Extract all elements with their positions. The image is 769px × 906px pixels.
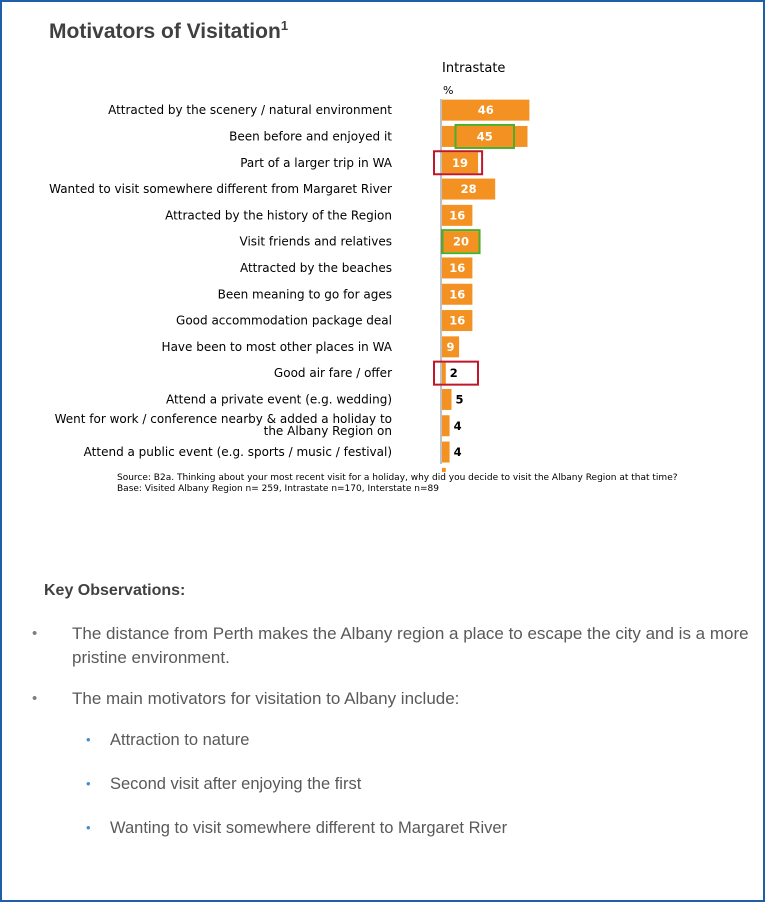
- bullet-icon: •: [32, 690, 38, 707]
- value-label: 46: [477, 103, 494, 118]
- observation-item: [32, 622, 752, 670]
- value-label: 4: [453, 445, 462, 460]
- value-label: 2: [449, 366, 458, 381]
- category-label: Good accommodation package deal: [176, 313, 392, 328]
- category-label: Attracted by the beaches: [239, 260, 392, 275]
- category-label: Wanted to visit somewhere different from Margaret River: [49, 182, 392, 197]
- category-label: Attracted by the scenery / natural environment: [108, 103, 392, 118]
- observations-heading: Key Observations:: [44, 582, 186, 599]
- bar: [442, 468, 446, 472]
- motivator-item: [32, 816, 752, 840]
- category-label: [207, 471, 392, 472]
- series-header: Intrastate: [442, 61, 506, 76]
- category-label: Went for work / conference nearby & added a holiday to the Albany Region on: [54, 411, 392, 438]
- category-label: Attend a public event (e.g. sports / music / festival): [83, 445, 392, 460]
- value-label: 16: [449, 313, 466, 328]
- slide-title-text: Motivators of Visitation: [49, 20, 281, 43]
- value-label: 28: [460, 182, 477, 197]
- bar: [442, 363, 446, 384]
- value-label: 16: [449, 260, 466, 275]
- bullet-icon: •: [86, 732, 91, 747]
- category-label: Good air fare / offer: [273, 366, 392, 381]
- category-label: Part of a larger trip in WA: [240, 155, 392, 170]
- motivator-item: [32, 728, 752, 752]
- motivator-text: Attraction to nature: [110, 731, 250, 749]
- motivator-text: Second visit after enjoying the first: [110, 775, 362, 793]
- value-label: 9: [446, 339, 455, 354]
- value-label: 45: [476, 129, 493, 144]
- observation-text: The main motivators for visitation to Albany include:: [72, 689, 460, 708]
- bullet-icon: •: [86, 820, 91, 835]
- value-label: [450, 471, 458, 472]
- observation-item: [32, 687, 752, 711]
- value-label: 16: [449, 208, 466, 223]
- motivators-bar-chart: [2, 2, 767, 472]
- title-footnote-marker: 1: [280, 18, 289, 33]
- value-label: 16: [449, 287, 466, 302]
- observation-text: The distance from Perth makes the Albany region a place to escape the city and is a more pristine environment.: [72, 624, 749, 667]
- category-label: Been before and enjoyed it: [229, 129, 392, 144]
- base-note: Base: Visited Albany Region n= 259, Intrastate n=170, Interstate n=89: [117, 484, 439, 494]
- bar: [442, 415, 450, 436]
- category-label: Visit friends and relatives: [239, 234, 392, 249]
- value-label: 5: [455, 392, 464, 407]
- source-note: Source: B2a. Thinking about your most recent visit for a holiday, why did you decide to visit the Albany Region at that time?: [117, 473, 678, 483]
- value-label: 4: [453, 418, 462, 433]
- motivator-text: Wanting to visit somewhere different to Margaret River: [110, 819, 508, 837]
- category-label: Attend a private event (e.g. wedding): [165, 392, 392, 407]
- bullet-icon: •: [32, 625, 38, 642]
- category-label: Been meaning to go for ages: [217, 287, 392, 302]
- chart-notes: [117, 473, 767, 495]
- category-label: Attracted by the history of the Region: [165, 208, 392, 223]
- value-label: 19: [452, 155, 469, 170]
- bar-group: [49, 100, 529, 472]
- bar: [442, 442, 450, 463]
- bar: [442, 389, 452, 410]
- unit-label: %: [443, 84, 454, 97]
- motivator-item: [32, 772, 752, 796]
- bullet-icon: •: [86, 776, 91, 791]
- value-label: 20: [452, 234, 470, 249]
- observations-list: [32, 622, 752, 860]
- category-label: Have been to most other places in WA: [161, 339, 392, 354]
